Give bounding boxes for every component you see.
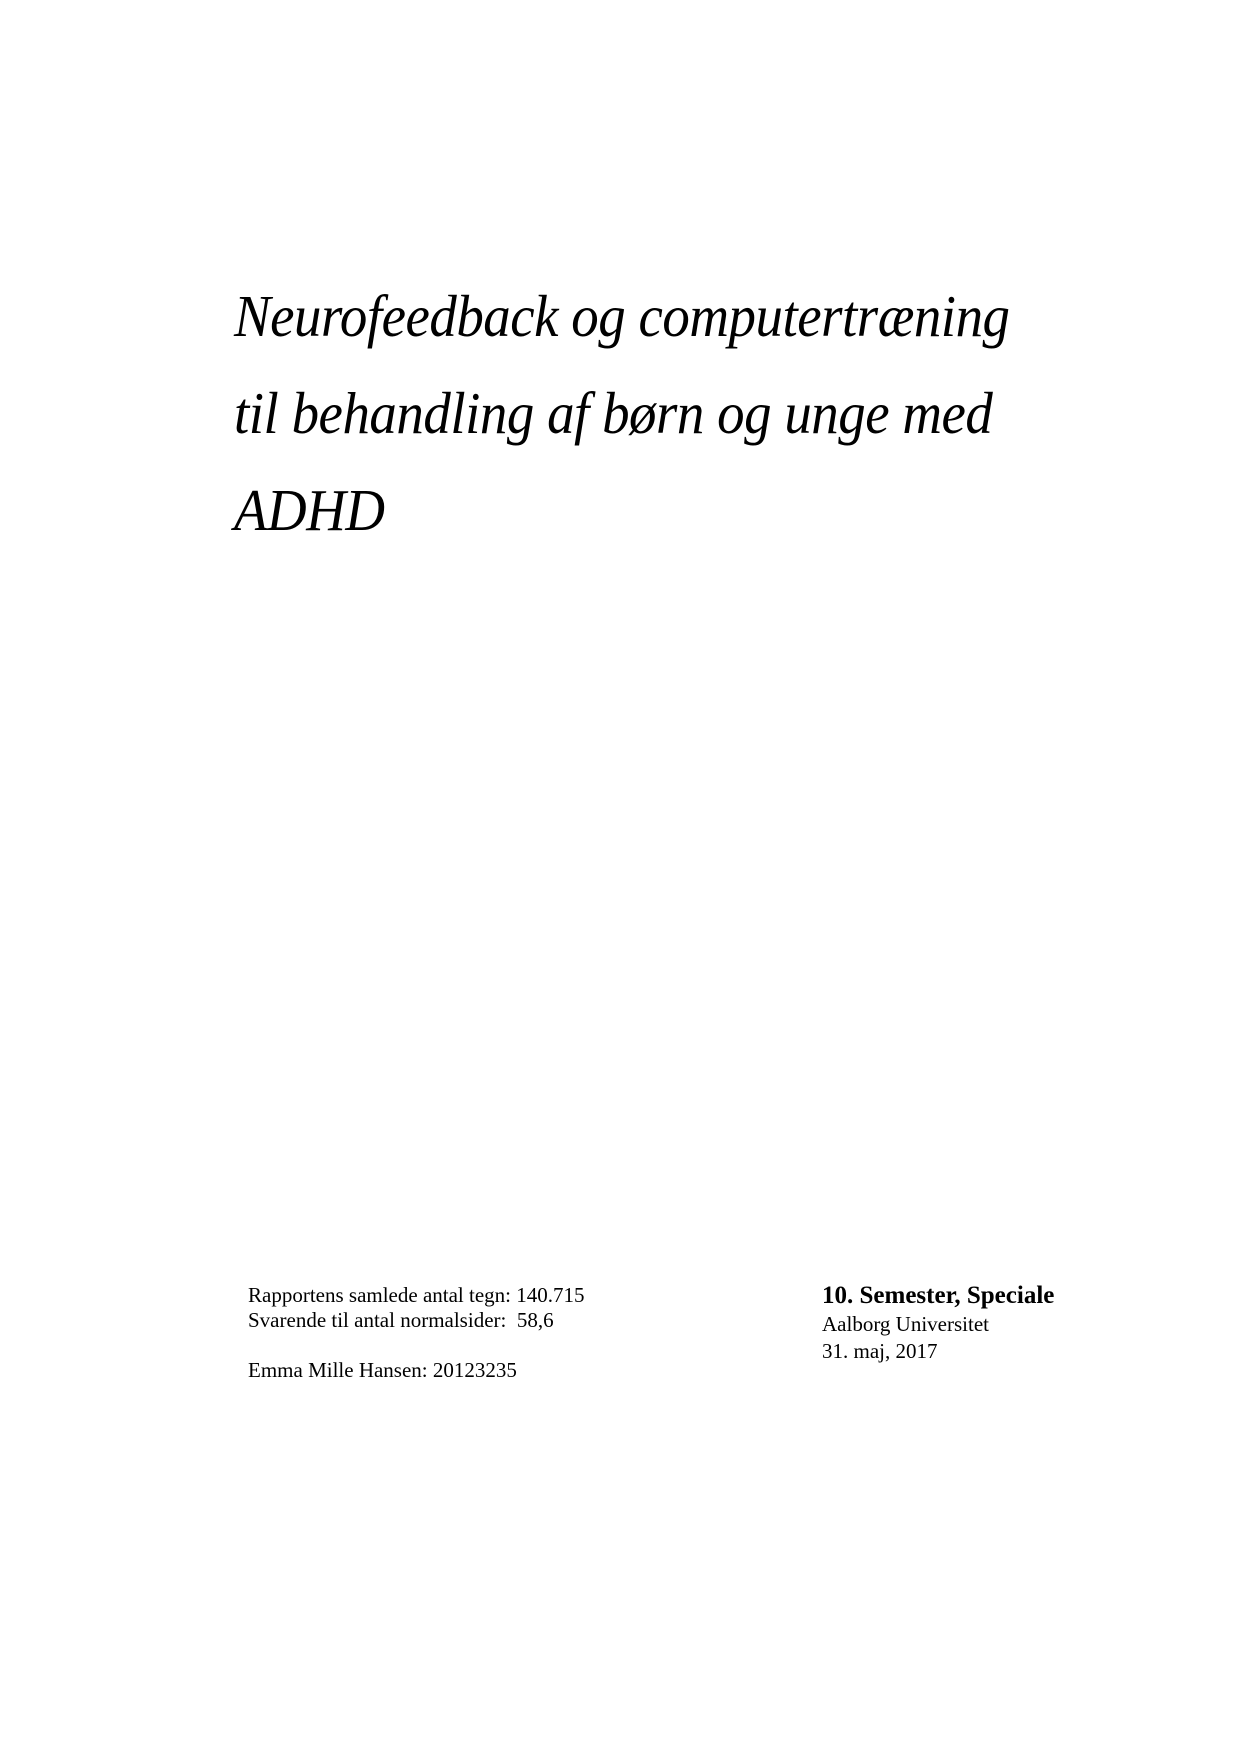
title-line-3: ADHD	[234, 477, 385, 543]
semester-label: 10. Semester, Speciale	[822, 1282, 1055, 1309]
normal-pages-count: Svarende til antal normalsider: 58,6	[248, 1308, 554, 1332]
document-title	[234, 268, 1071, 559]
character-count: Rapportens samlede antal tegn: 140.715	[248, 1283, 585, 1307]
author-name: Emma Mille Hansen: 20123235	[248, 1358, 517, 1382]
submission-date: 31. maj, 2017	[822, 1339, 938, 1363]
report-info-block	[248, 1283, 585, 1383]
title-line-1: Neurofeedback og computertræning	[234, 283, 1010, 349]
title-line-2: til behandling af børn og unge med	[234, 380, 993, 446]
institution-info-block	[822, 1281, 1054, 1365]
university-name: Aalborg Universitet	[822, 1312, 989, 1336]
spacer	[248, 1333, 585, 1358]
